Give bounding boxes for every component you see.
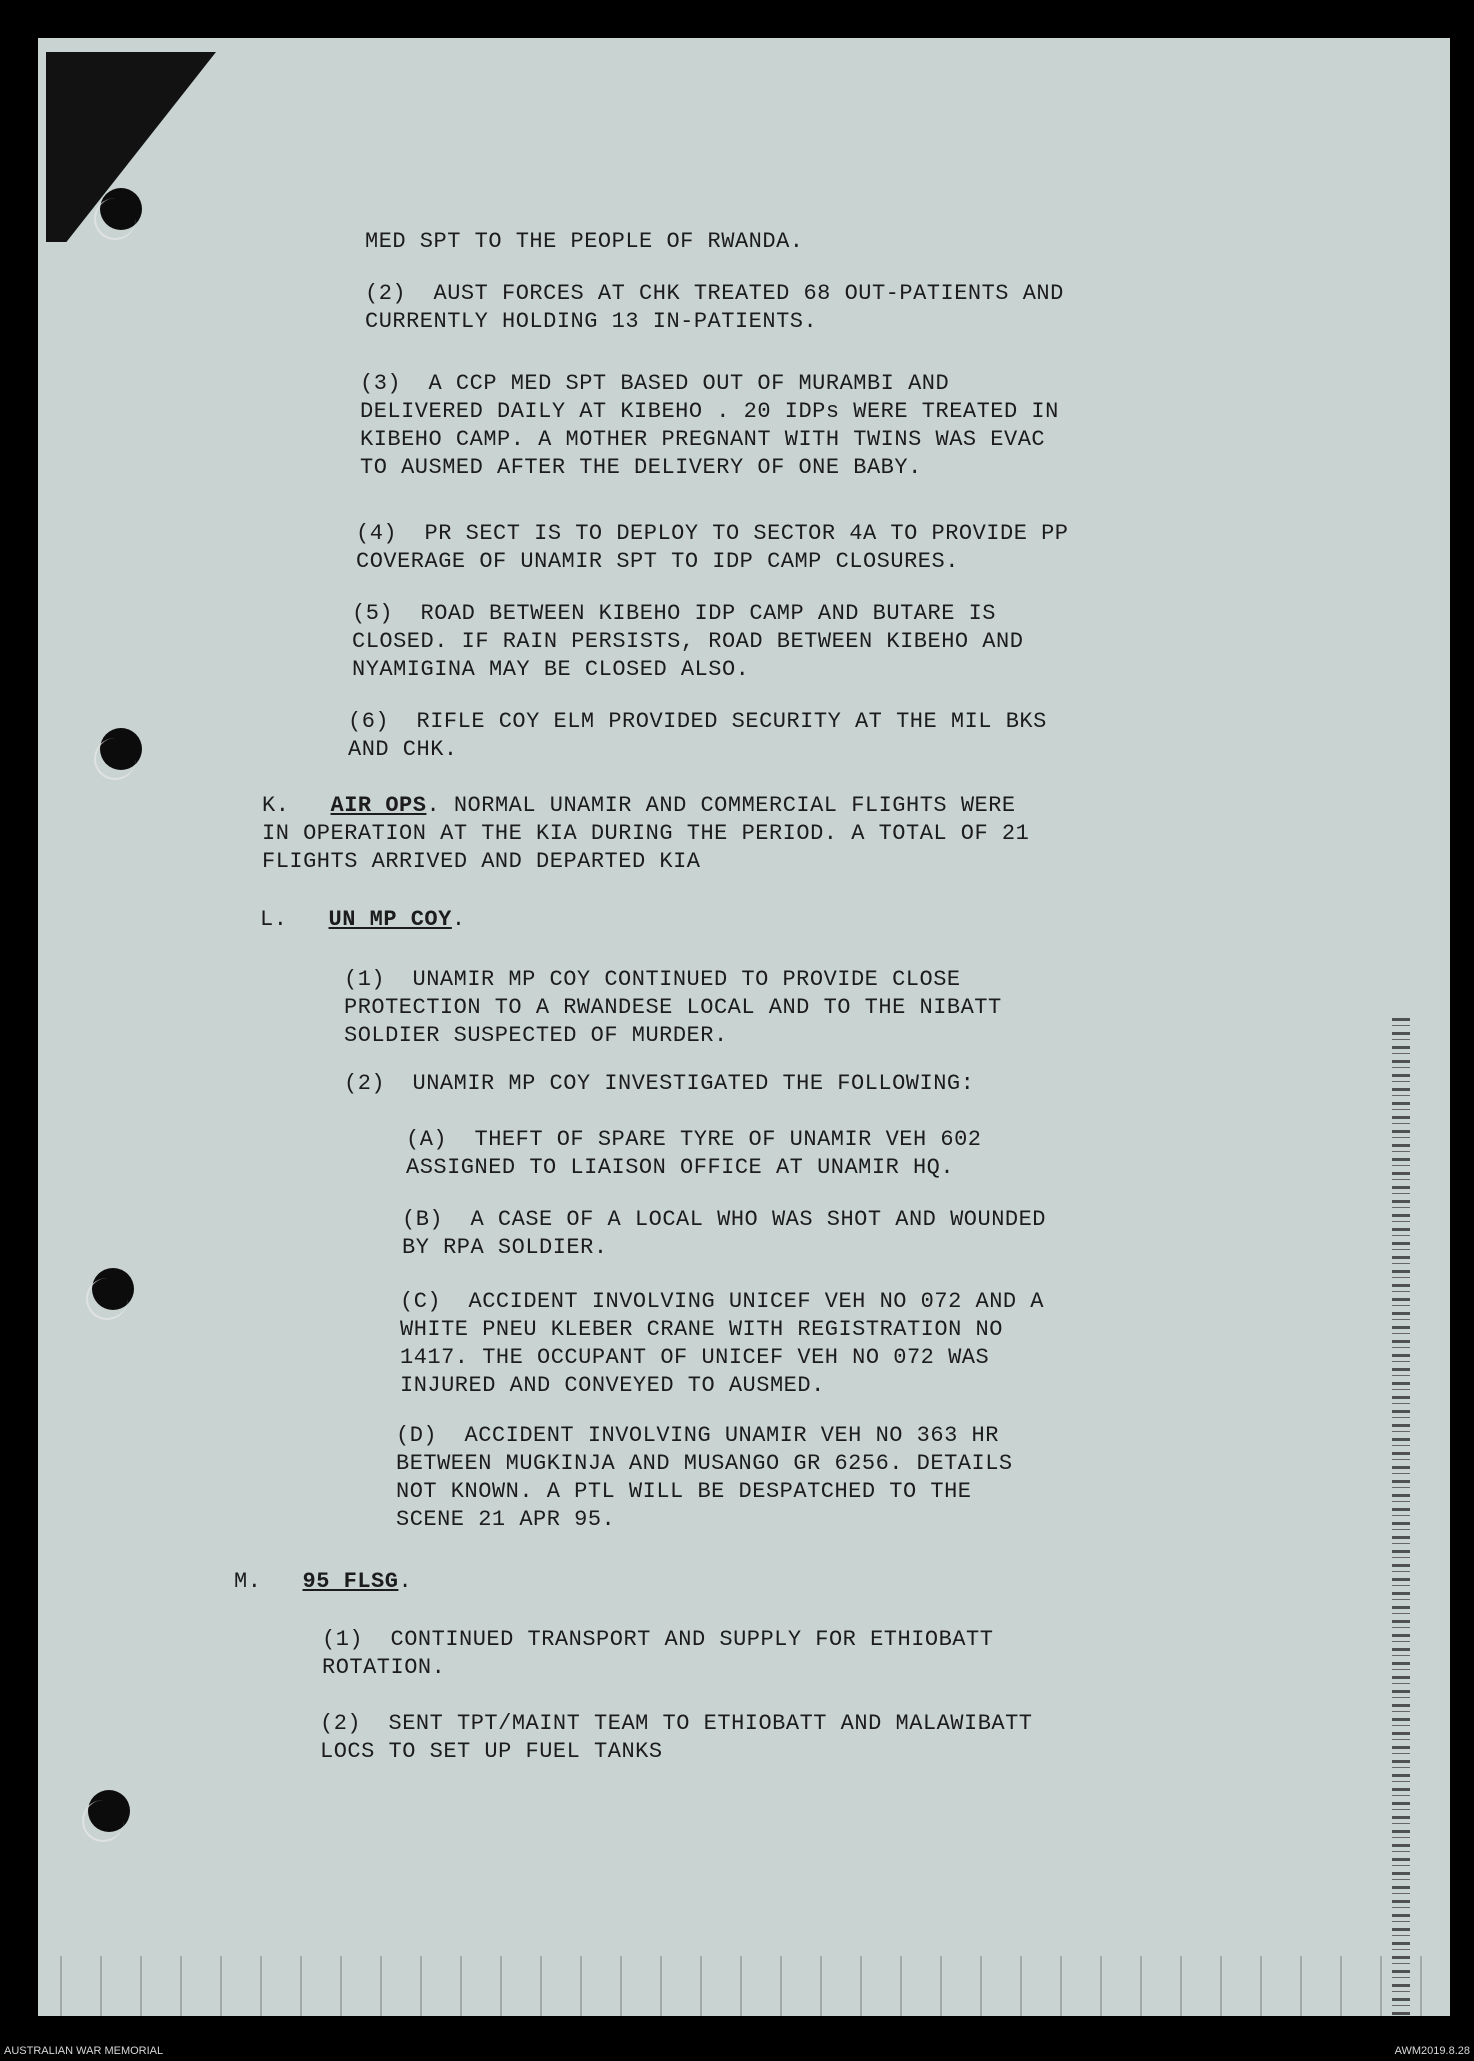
punch-hole xyxy=(100,188,142,230)
paragraph-intro: MED SPT TO THE PEOPLE OF RWANDA. xyxy=(365,229,804,254)
paragraph-la: (A) THEFT OF SPARE TYRE OF UNAMIR VEH 602 ASSIGNED TO LIAISON OFFICE AT UNAMIR HQ. xyxy=(406,1127,982,1180)
footer-reference: AWM2019.8.28 xyxy=(1394,2045,1470,2057)
scan-bottom-noise xyxy=(38,1956,1450,2016)
paragraph-l1: (1) UNAMIR MP COY CONTINUED TO PROVIDE CLOSE PROTECTION TO A RWANDESE LOCAL AND TO THE NIBATT SOLDIER SUSPECTED OF MURDER. xyxy=(344,967,1002,1048)
section-l-heading: UN MP COY xyxy=(328,907,452,932)
paragraph-lc: (C) ACCIDENT INVOLVING UNICEF VEH NO 072 AND A WHITE PNEU KLEBER CRANE WITH REGISTRATION NO 1417. THE OCCUPANT OF UNICEF VEH NO 072 WAS INJURED AND CONVEYED TO AUSMED. xyxy=(400,1289,1045,1398)
punch-hole xyxy=(100,728,142,770)
section-l-letter: L. xyxy=(260,907,288,932)
paragraph-m2: (2) SENT TPT/MAINT TEAM TO ETHIOBATT AND MALAWIBATT LOCS TO SET UP FUEL TANKS xyxy=(320,1711,1033,1764)
paragraph-j4: (4) PR SECT IS TO DEPLOY TO SECTOR 4A TO PROVIDE PP COVERAGE OF UNAMIR SPT TO IDP CAMP CLOSURES. xyxy=(356,521,1069,574)
section-l-heading-row: L. UN MP COY. xyxy=(260,907,466,932)
scan-edge-noise xyxy=(1392,1018,1410,2016)
paragraph-ld: (D) ACCIDENT INVOLVING UNAMIR VEH NO 363 HR BETWEEN MUGKINJA AND MUSANGO GR 6256. DETAILS NOT KNOWN. A PTL WILL BE DESPATCHED TO THE SCENE 21 APR 95. xyxy=(396,1423,1013,1532)
document-page xyxy=(38,38,1450,2016)
section-m-letter: M. xyxy=(234,1569,262,1594)
section-m-heading-row: M. 95 FLSG. xyxy=(234,1569,413,1594)
paragraph-lb: (B) A CASE OF A LOCAL WHO WAS SHOT AND WOUNDED BY RPA SOLDIER. xyxy=(402,1207,1047,1260)
paragraph-m1: (1) CONTINUED TRANSPORT AND SUPPLY FOR ETHIOBATT ROTATION. xyxy=(322,1627,994,1680)
section-k-heading: AIR OPS xyxy=(330,793,427,818)
section-k: K. AIR OPS. NORMAL UNAMIR AND COMMERCIAL FLIGHTS WERE IN OPERATION AT THE KIA DURING THE PERIOD. A TOTAL OF 21 FLIGHTS ARRIVED AND DEPARTED KIA xyxy=(262,793,1030,874)
paragraph-l2: (2) UNAMIR MP COY INVESTIGATED THE FOLLOWING: xyxy=(344,1071,975,1096)
paragraph-j2: (2) AUST FORCES AT CHK TREATED 68 OUT-PATIENTS AND CURRENTLY HOLDING 13 IN-PATIENTS. xyxy=(365,281,1064,334)
section-k-letter: K. xyxy=(262,793,290,818)
paragraph-j6: (6) RIFLE COY ELM PROVIDED SECURITY AT THE MIL BKS AND CHK. xyxy=(348,709,1047,762)
section-m-heading: 95 FLSG xyxy=(302,1569,399,1594)
punch-hole xyxy=(88,1790,130,1832)
paragraph-j3: (3) A CCP MED SPT BASED OUT OF MURAMBI AND DELIVERED DAILY AT KIBEHO . 20 IDPs WERE TREATED IN KIBEHO CAMP. A MOTHER PREGNANT WITH TWINS WAS EVAC TO AUSMED AFTER THE DELIVERY OF ONE BABY. xyxy=(360,371,1059,480)
punch-hole xyxy=(92,1268,134,1310)
paragraph-j5: (5) ROAD BETWEEN KIBEHO IDP CAMP AND BUTARE IS CLOSED. IF RAIN PERSISTS, ROAD BETWEEN KIBEHO AND NYAMIGINA MAY BE CLOSED ALSO. xyxy=(352,601,1024,682)
footer-credit: AUSTRALIAN WAR MEMORIAL xyxy=(4,2045,164,2057)
